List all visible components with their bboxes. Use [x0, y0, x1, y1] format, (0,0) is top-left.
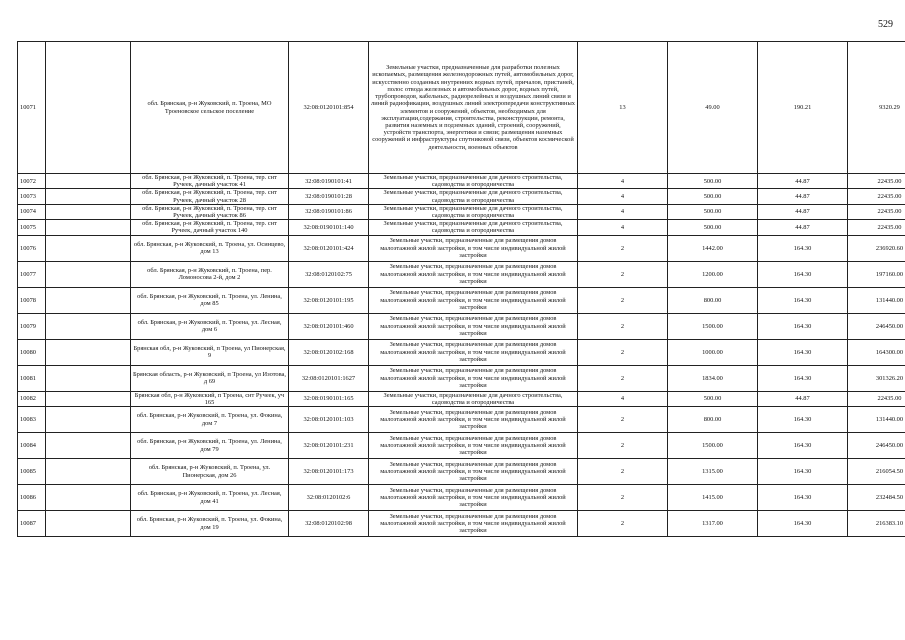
area-cell: 500.00	[668, 189, 758, 204]
table-row	[18, 220, 905, 235]
value-cell: 246450.00	[848, 433, 905, 459]
address-cell: обл. Брянская, р-н Жуковский, п. Троена, ул. Осинцево, дом 13	[131, 235, 289, 261]
row-number: 10086	[18, 485, 46, 511]
rate-cell: 164.30	[758, 287, 848, 313]
class-cell: 2	[578, 407, 668, 433]
rate-cell: 164.30	[758, 365, 848, 391]
address-cell: Брянская обл, р-н Жуковский, п Троена, ул Пионерская, 9	[131, 339, 289, 365]
address-cell: Брянская область, р-н Жуковский, п Троена, ул Изотова, д 69	[131, 365, 289, 391]
value-cell: 246450.00	[848, 313, 905, 339]
cadastral-number-cell: 32:08:0120102:168	[289, 339, 369, 365]
blank-cell	[46, 339, 131, 365]
blank-cell	[46, 261, 131, 287]
address-cell: обл. Брянская, р-н Жуковский, п. Троена, пер. Ломоносова 2-й, дом 2	[131, 261, 289, 287]
class-cell: 2	[578, 287, 668, 313]
page-number: 529	[878, 19, 893, 30]
rate-cell: 164.30	[758, 313, 848, 339]
value-cell: 301326.20	[848, 365, 905, 391]
address-cell: обл. Брянская, р-н Жуковский, п. Троена, ул. Фокина, дом 19	[131, 511, 289, 537]
class-cell: 2	[578, 261, 668, 287]
cadastral-number-cell: 32:08:0120101:854	[289, 42, 369, 174]
area-cell: 1442.00	[668, 235, 758, 261]
rate-cell: 44.87	[758, 174, 848, 189]
land-use-cell: Земельные участки, предназначенные для размещения домов малоэтажной жилой застройки, в том числе индивидуальной жилой застройки	[369, 433, 578, 459]
row-number: 10078	[18, 287, 46, 313]
rate-cell: 190.21	[758, 42, 848, 174]
area-cell: 1500.00	[668, 313, 758, 339]
blank-cell	[46, 42, 131, 174]
value-cell: 232484.50	[848, 485, 905, 511]
land-use-cell: Земельные участки, предназначенные для размещения домов малоэтажной жилой застройки, в том числе индивидуальной жилой застройки	[369, 365, 578, 391]
class-cell: 2	[578, 459, 668, 485]
blank-cell	[46, 235, 131, 261]
area-cell: 500.00	[668, 204, 758, 219]
land-use-cell: Земельные участки, предназначенные для дачного строительства, садоводства и огородничества	[369, 391, 578, 406]
table-row	[18, 287, 905, 313]
land-use-cell: Земельные участки, предназначенные для разработки полезных ископаемых, размещения железнодорожных путей, автомобильных дорог, искусственно созданных внутренних водных путей, причалов, пристаней, полос отвода железных и автомобильных дорог, водных путей, трубопроводов, кабельных, радиорелейных и воздушных линий связи и линий радиофикации, воздушных линий электропередачи конструктивных элементов и сооружений, объектов, необходимых для эксплуатации,содержания, строительства, реконструкции, ремонта, развития наземных и подземных зданий, строений, сооружений, устройств транспорта, энергетики и связи; размещения наземных сооружений и инфраструктуры спутниковой связи, объектов космической деятельности, военных объектов	[369, 42, 578, 174]
class-cell: 4	[578, 391, 668, 406]
land-use-cell: Земельные участки, предназначенные для размещения домов малоэтажной жилой застройки, в том числе индивидуальной жилой застройки	[369, 261, 578, 287]
row-number: 10083	[18, 407, 46, 433]
value-cell: 22435.00	[848, 204, 905, 219]
cadastral-number-cell: 32:08:0190101:86	[289, 204, 369, 219]
area-cell: 800.00	[668, 407, 758, 433]
value-cell: 131440.00	[848, 407, 905, 433]
rate-cell: 44.87	[758, 189, 848, 204]
class-cell: 2	[578, 339, 668, 365]
rate-cell: 164.30	[758, 339, 848, 365]
class-cell: 2	[578, 365, 668, 391]
land-use-cell: Земельные участки, предназначенные для дачного строительства, садоводства и огородничества	[369, 204, 578, 219]
table-row	[18, 261, 905, 287]
row-number: 10084	[18, 433, 46, 459]
land-use-cell: Земельные участки, предназначенные для размещения домов малоэтажной жилой застройки, в том числе индивидуальной жилой застройки	[369, 511, 578, 537]
value-cell: 22435.00	[848, 391, 905, 406]
class-cell: 4	[578, 204, 668, 219]
land-use-cell: Земельные участки, предназначенные для размещения домов малоэтажной жилой застройки, в том числе индивидуальной жилой застройки	[369, 235, 578, 261]
row-number: 10079	[18, 313, 46, 339]
table-row	[18, 511, 905, 537]
value-cell: 22435.00	[848, 174, 905, 189]
land-use-cell: Земельные участки, предназначенные для дачного строительства, садоводства и огородничества	[369, 174, 578, 189]
area-cell: 49.00	[668, 42, 758, 174]
land-use-cell: Земельные участки, предназначенные для размещения домов малоэтажной жилой застройки, в том числе индивидуальной жилой застройки	[369, 485, 578, 511]
row-number: 10074	[18, 204, 46, 219]
value-cell: 216054.50	[848, 459, 905, 485]
area-cell: 1315.00	[668, 459, 758, 485]
row-number: 10072	[18, 174, 46, 189]
cadastral-number-cell: 32:08:0120102:98	[289, 511, 369, 537]
blank-cell	[46, 407, 131, 433]
blank-cell	[46, 459, 131, 485]
land-use-cell: Земельные участки, предназначенные для дачного строительства, садоводства и огородничества	[369, 189, 578, 204]
area-cell: 1317.00	[668, 511, 758, 537]
class-cell: 2	[578, 313, 668, 339]
address-cell: обл. Брянская, р-н Жуковский, п. Троена, тер. снт Ручеек, дачный участок 86	[131, 204, 289, 219]
address-cell: Брянская обл, р-н Жуковский, п Троена, снт Ручеек, уч 165	[131, 391, 289, 406]
cadastral-number-cell: 32:08:0190101:41	[289, 174, 369, 189]
value-cell: 9320.29	[848, 42, 905, 174]
class-cell: 4	[578, 189, 668, 204]
area-cell: 1200.00	[668, 261, 758, 287]
address-cell: обл. Брянская, р-н Жуковский, п. Троена, ул. Лесная, дом 41	[131, 485, 289, 511]
rate-cell: 44.87	[758, 204, 848, 219]
address-cell: обл. Брянская, р-н Жуковский, п. Троена, тер. снт Ручеек, дачный участок 28	[131, 189, 289, 204]
cadastral-number-cell: 32:08:0120101:103	[289, 407, 369, 433]
cadastral-number-cell: 32:08:0120102:75	[289, 261, 369, 287]
cadastral-number-cell: 32:08:0120101:460	[289, 313, 369, 339]
cadastral-number-cell: 32:08:0190101:140	[289, 220, 369, 235]
area-cell: 500.00	[668, 220, 758, 235]
blank-cell	[46, 174, 131, 189]
row-number: 10071	[18, 42, 46, 174]
blank-cell	[46, 220, 131, 235]
table-row	[18, 391, 905, 406]
table-row	[18, 235, 905, 261]
address-cell: обл. Брянская, р-н Жуковский, п. Троена, ул. Ленина, дом 85	[131, 287, 289, 313]
blank-cell	[46, 391, 131, 406]
row-number: 10082	[18, 391, 46, 406]
cadastral-number-cell: 32:08:0120101:424	[289, 235, 369, 261]
area-cell: 800.00	[668, 287, 758, 313]
cadastral-number-cell: 32:08:0190101:165	[289, 391, 369, 406]
blank-cell	[46, 511, 131, 537]
blank-cell	[46, 204, 131, 219]
value-cell: 236920.60	[848, 235, 905, 261]
area-cell: 500.00	[668, 174, 758, 189]
cadastral-number-cell: 32:08:0190101:28	[289, 189, 369, 204]
blank-cell	[46, 365, 131, 391]
cadastral-number-cell: 32:08:0120101:173	[289, 459, 369, 485]
table-row	[18, 313, 905, 339]
address-cell: обл. Брянская, р-н Жуковский, п. Троена, ул. Пионерская, дом 26	[131, 459, 289, 485]
address-cell: обл. Брянская, р-н Жуковский, п. Троена, ул. Ленина, дом 79	[131, 433, 289, 459]
value-cell: 216383.10	[848, 511, 905, 537]
rate-cell: 164.30	[758, 459, 848, 485]
rate-cell: 164.30	[758, 407, 848, 433]
rate-cell: 164.30	[758, 433, 848, 459]
rate-cell: 164.30	[758, 261, 848, 287]
row-number: 10085	[18, 459, 46, 485]
address-cell: обл. Брянская, р-н Жуковский, п. Троена, тер. снт Ручеек, дачный участок 140	[131, 220, 289, 235]
land-use-cell: Земельные участки, предназначенные для размещения домов малоэтажной жилой застройки, в том числе индивидуальной жилой застройки	[369, 313, 578, 339]
blank-cell	[46, 287, 131, 313]
rate-cell: 164.30	[758, 511, 848, 537]
class-cell: 2	[578, 485, 668, 511]
area-cell: 1000.00	[668, 339, 758, 365]
table-body	[18, 42, 905, 537]
cadastral-number-cell: 32:08:0120101:195	[289, 287, 369, 313]
class-cell: 4	[578, 220, 668, 235]
table-row	[18, 204, 905, 219]
value-cell: 22435.00	[848, 189, 905, 204]
address-cell: обл. Брянская, р-н Жуковский, п. Троена, ул. Лесная, дом 6	[131, 313, 289, 339]
area-cell: 1834.00	[668, 365, 758, 391]
cadastral-table	[17, 41, 905, 537]
value-cell: 164300.00	[848, 339, 905, 365]
value-cell: 197160.00	[848, 261, 905, 287]
class-cell: 13	[578, 42, 668, 174]
rate-cell: 44.87	[758, 220, 848, 235]
table-row	[18, 407, 905, 433]
land-use-cell: Земельные участки, предназначенные для размещения домов малоэтажной жилой застройки, в том числе индивидуальной жилой застройки	[369, 339, 578, 365]
table-row	[18, 339, 905, 365]
cadastral-number-cell: 32:08:0120101:231	[289, 433, 369, 459]
class-cell: 4	[578, 174, 668, 189]
area-cell: 1500.00	[668, 433, 758, 459]
class-cell: 2	[578, 433, 668, 459]
address-cell: обл. Брянская, р-н Жуковский, п. Троена, ул. Фокина, дом 7	[131, 407, 289, 433]
row-number: 10077	[18, 261, 46, 287]
blank-cell	[46, 313, 131, 339]
table-row	[18, 433, 905, 459]
row-number: 10073	[18, 189, 46, 204]
row-number: 10080	[18, 339, 46, 365]
area-cell: 1415.00	[668, 485, 758, 511]
cadastral-number-cell: 32:08:0120101:1627	[289, 365, 369, 391]
land-use-cell: Земельные участки, предназначенные для размещения домов малоэтажной жилой застройки, в том числе индивидуальной жилой застройки	[369, 407, 578, 433]
blank-cell	[46, 485, 131, 511]
table-row	[18, 459, 905, 485]
row-number: 10076	[18, 235, 46, 261]
cadastral-number-cell: 32:08:0120102:6	[289, 485, 369, 511]
table-row	[18, 174, 905, 189]
value-cell: 22435.00	[848, 220, 905, 235]
row-number: 10081	[18, 365, 46, 391]
land-use-cell: Земельные участки, предназначенные для размещения домов малоэтажной жилой застройки, в том числе индивидуальной жилой застройки	[369, 287, 578, 313]
value-cell: 131440.00	[848, 287, 905, 313]
blank-cell	[46, 189, 131, 204]
rate-cell: 164.30	[758, 235, 848, 261]
rate-cell: 164.30	[758, 485, 848, 511]
row-number: 10087	[18, 511, 46, 537]
address-cell: обл. Брянская, р-н Жуковский, п. Троена, МО Троеновское сельское поселение	[131, 42, 289, 174]
table-row	[18, 485, 905, 511]
blank-cell	[46, 433, 131, 459]
table-row	[18, 365, 905, 391]
row-number: 10075	[18, 220, 46, 235]
table-row	[18, 189, 905, 204]
rate-cell: 44.87	[758, 391, 848, 406]
area-cell: 500.00	[668, 391, 758, 406]
address-cell: обл. Брянская, р-н Жуковский, п. Троена, тер. снт Ручеек, дачный участок 41	[131, 174, 289, 189]
land-use-cell: Земельные участки, предназначенные для размещения домов малоэтажной жилой застройки, в том числе индивидуальной жилой застройки	[369, 459, 578, 485]
land-use-cell: Земельные участки, предназначенные для дачного строительства, садоводства и огородничества	[369, 220, 578, 235]
table-row	[18, 42, 905, 174]
class-cell: 2	[578, 235, 668, 261]
class-cell: 2	[578, 511, 668, 537]
